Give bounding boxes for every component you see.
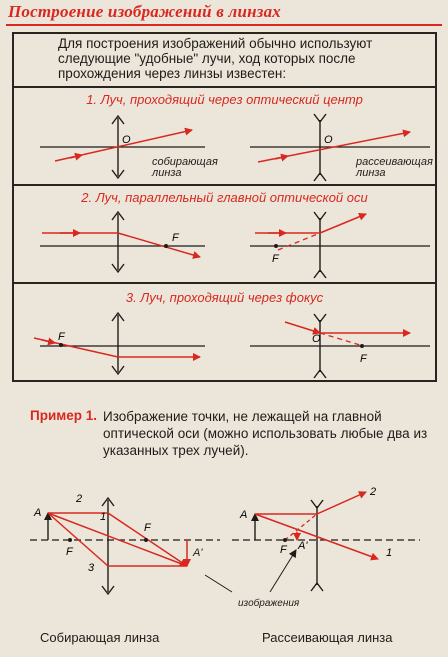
svg-text:F: F [58, 331, 65, 343]
section-1-title: 1. Луч, проходящий через оптический центр [86, 92, 363, 107]
ray-extension [320, 333, 360, 345]
caption-left: Собирающая линза [40, 630, 160, 645]
svg-text:1: 1 [386, 547, 393, 559]
converging-lens [112, 212, 124, 272]
svg-text:A: A [34, 507, 42, 519]
example-text: Изображение точки, не лежащей на главной оптической оси (можно использовать любые два из указанных трех лучей). [103, 409, 428, 458]
page-title: Построение изображений в линзах [8, 2, 281, 21]
svg-text:A': A' [298, 540, 308, 552]
svg-text:O: O [312, 333, 321, 345]
svg-text:2: 2 [370, 486, 377, 498]
svg-text:F: F [172, 232, 179, 244]
example-diverging [205, 486, 420, 592]
image-label: изображения [238, 598, 300, 609]
svg-text:1: 1 [100, 511, 107, 523]
example-label: Пример 1. [30, 408, 97, 423]
svg-text:F: F [272, 253, 279, 265]
intro-text: Для построения изображений обычно используют следующие "удобные" лучи, ход которых после прохождения через линзы известен: [58, 36, 373, 81]
svg-text:F: F [280, 544, 287, 556]
caption-right: Рассеивающая линза [262, 630, 393, 645]
svg-text:3: 3 [88, 562, 95, 574]
focus-point [164, 244, 168, 248]
svg-text:A: A [240, 509, 248, 521]
ray-extension [278, 233, 320, 250]
section-2-title: 2. Луч, параллельный главной оптической оси [81, 190, 368, 205]
diverging-lens [314, 212, 326, 278]
converging-lens [112, 313, 124, 374]
diverging-lens-label: рассеивающая линза [356, 156, 433, 179]
section-2-diverging [250, 212, 430, 278]
focus-point [59, 343, 63, 347]
focus-point [360, 344, 364, 348]
center-label: O [122, 134, 131, 146]
svg-text:F: F [144, 522, 151, 534]
svg-text:A': A' [193, 547, 203, 559]
svg-text:O: O [324, 134, 333, 146]
example-converging [30, 493, 220, 594]
section-3-diverging [250, 314, 430, 378]
svg-text:F: F [66, 546, 73, 558]
section-3-title: 3. Луч, проходящий через фокус [125, 290, 324, 305]
section-2-converging [40, 212, 205, 272]
section-3-converging [34, 313, 205, 374]
converging-lens-label: собирающая линза [152, 156, 218, 179]
svg-text:2: 2 [76, 493, 83, 505]
ray [285, 322, 320, 333]
svg-text:F: F [360, 353, 367, 365]
focus-point [274, 244, 278, 248]
